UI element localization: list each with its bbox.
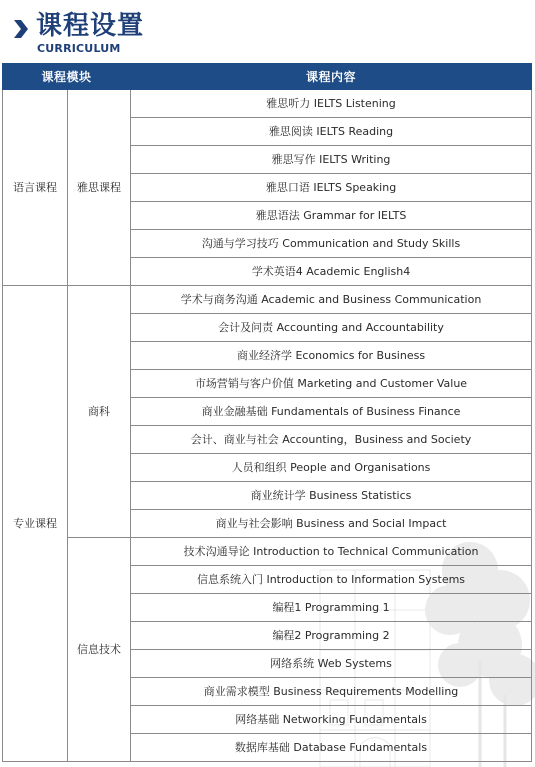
course-module-cell: 商科 [68,286,131,538]
course-content-cell: 商业需求模型 Business Requirements Modelling [131,678,532,706]
table-header-row [3,64,532,90]
table-row [3,538,532,566]
course-content-cell: 雅思口语 IELTS Speaking [131,174,532,202]
course-content-cell: 商业金融基础 Fundamentals of Business Finance [131,398,532,426]
course-content-cell: 学术与商务沟通 Academic and Business Communication [131,286,532,314]
page-header [10,10,525,60]
course-content-cell: 商业经济学 Economics for Business [131,342,532,370]
course-module-cell: 信息技术 [68,538,131,762]
course-content-cell: 技术沟通导论 Introduction to Technical Communication [131,538,532,566]
column-header-module: 课程模块 [3,64,131,90]
table-row [3,286,532,314]
course-content-cell: 学术英语4 Academic English4 [131,258,532,286]
page-title: 课程设置 [36,11,145,41]
table-row [3,90,532,118]
column-header-content: 课程内容 [131,64,532,90]
course-content-cell: 网络系统 Web Systems [131,650,532,678]
chevron-right-icon [12,18,30,40]
curriculum-table-body [3,90,532,762]
course-content-cell: 网络基础 Networking Fundamentals [131,706,532,734]
course-content-cell: 商业统计学 Business Statistics [131,482,532,510]
course-content-cell: 会计、商业与社会 Accounting，Business and Society [131,426,532,454]
course-content-cell: 雅思写作 IELTS Writing [131,146,532,174]
course-content-cell: 编程2 Programming 2 [131,622,532,650]
page-subtitle: CURRICULUM [37,42,121,55]
course-content-cell: 人员和组织 People and Organisations [131,454,532,482]
course-group-cell: 语言课程 [3,90,68,286]
course-content-cell: 雅思语法 Grammar for IELTS [131,202,532,230]
course-group-cell: 专业课程 [3,286,68,762]
curriculum-table-wrapper [2,63,531,763]
course-content-cell: 雅思听力 IELTS Listening [131,90,532,118]
course-content-cell: 市场营销与客户价值 Marketing and Customer Value [131,370,532,398]
curriculum-table [2,63,532,762]
course-content-cell: 会计及问责 Accounting and Accountability [131,314,532,342]
course-module-cell: 雅思课程 [68,90,131,286]
course-content-cell: 沟通与学习技巧 Communication and Study Skills [131,230,532,258]
course-content-cell: 数据库基础 Database Fundamentals [131,734,532,762]
course-content-cell: 信息系统入门 Introduction to Information Systems [131,566,532,594]
course-content-cell: 编程1 Programming 1 [131,594,532,622]
course-content-cell: 雅思阅读 IELTS Reading [131,118,532,146]
course-content-cell: 商业与社会影响 Business and Social Impact [131,510,532,538]
